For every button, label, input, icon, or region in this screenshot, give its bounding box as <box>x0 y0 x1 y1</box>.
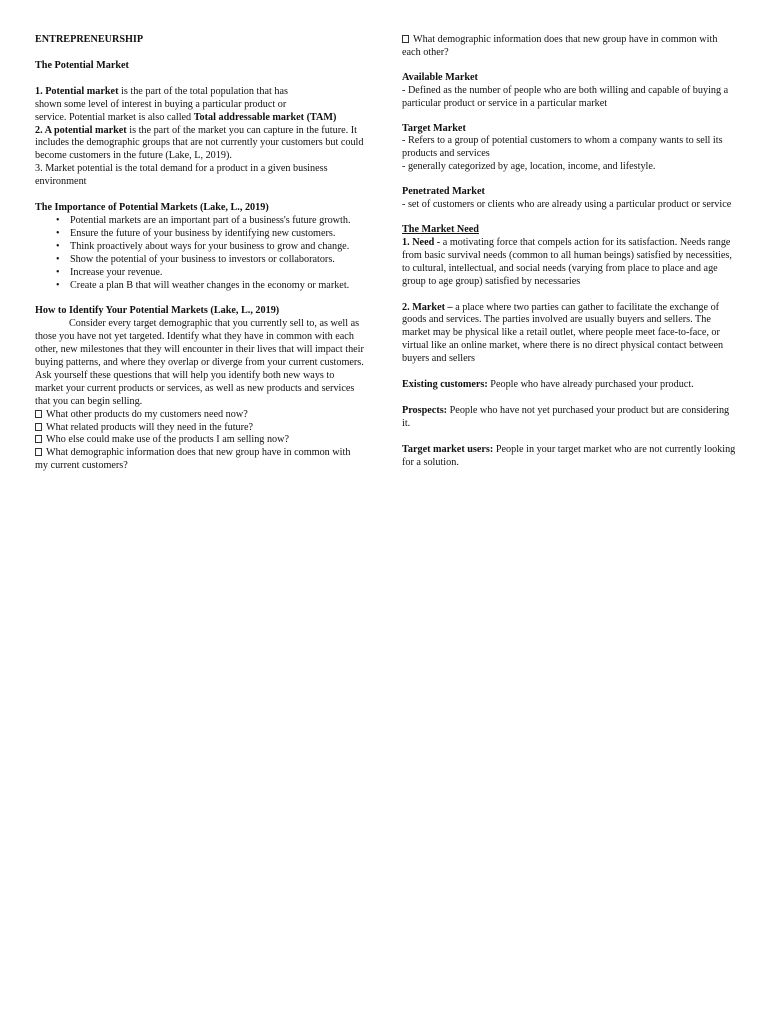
question-item: What demographic information does that new group have in common with each other? <box>402 34 718 58</box>
list-item: • Create a plan B that will weather changes in the economy or market. <box>70 280 365 293</box>
market-label: 2. Market – <box>402 301 453 313</box>
need-definition <box>402 237 738 289</box>
pm2-label: 2. A potential market <box>35 124 127 136</box>
penetrated-market-heading: Penetrated Market <box>402 186 485 198</box>
right-column <box>402 34 738 470</box>
market-definition <box>402 302 738 367</box>
penetrated-market-text: - set of customers or clients who are already using a particular product or service <box>402 199 732 211</box>
list-item: • Potential markets are an important part of a business's future growth. <box>70 215 365 228</box>
market-need-heading: The Market Need <box>402 223 479 235</box>
importance-list <box>35 215 365 292</box>
checkbox-icon <box>35 448 42 456</box>
pm1-text-a: is the part of the total population that has <box>118 85 288 97</box>
available-market-heading: Available Market <box>402 71 478 83</box>
checkbox-icon <box>35 410 42 418</box>
pm1-text-c: service. Potential market is also called <box>35 111 194 123</box>
list-item: • Increase your revenue. <box>70 267 365 280</box>
question-item: What related products will they need in the future? <box>35 422 365 435</box>
identify-paragraph: Consider every target demographic that you currently sell to, as well as those you have not yet targeted. Identify what they have in common with each other, new milestones that they will encounter in their lives that will impact their buying patterns, and where they overlap or diverge from your current customers. <box>35 318 364 369</box>
target-market-heading: Target Market <box>402 122 466 134</box>
existing-customers <box>402 379 738 392</box>
prospects-text: People who have not yet purchased your product but are considering it. <box>402 404 730 429</box>
ask-paragraph: Ask yourself these questions that will help you identify both new ways to market your current products or services, as well as new products and services that you can begin selling. <box>35 369 355 407</box>
potential-market-definition-1 <box>35 86 365 125</box>
document-title: ENTREPRENEURSHIP <box>35 34 144 45</box>
pm1-text-b: shown some level of interest in buying a particular product or <box>35 98 287 110</box>
potential-market-definition-2 <box>35 125 365 164</box>
market-text: a place where two parties can gather to facilitate the exchange of goods and services. The parties involved are usually buyers and sellers. The market may be physical like a retail outlet, where people meet face-to-face, or virtual like an online market, where there is no direct physical contact between buyers and sellers <box>402 301 724 365</box>
target-market-text-1: - Refers to a group of potential customers to whom a company wants to sell its products and services <box>402 135 723 160</box>
importance-heading: The Importance of Potential Markets (Lake, L., 2019) <box>35 202 269 214</box>
checkbox-icon <box>402 35 409 43</box>
tmu-text: People in your target market who are not currently looking for a solution. <box>402 443 736 468</box>
checkbox-icon <box>35 435 42 443</box>
question-item: What demographic information does that new group have in common with my current customers? <box>35 447 351 472</box>
need-label: 1. Need - <box>402 236 441 248</box>
pm2-text: is the part of the market you can capture in the future. It includes the demographic groups that are not currently your customers but could become customers in the future (Lake, L, 2019). <box>35 124 364 162</box>
pm1-label: 1. Potential market <box>35 85 119 97</box>
prospects <box>402 405 738 431</box>
tam-term: Total addressable market (TAM) <box>193 111 337 123</box>
need-text: a motivating force that compels action for its satisfaction. Needs range from basic survival needs (common to all human beings) satisfied by necessities, to cultural, intellectual, and social needs (varying from place to place and age group to age group) satisfied by necessaries <box>402 236 732 287</box>
question-item: What other products do my customers need now? <box>35 409 365 422</box>
left-column <box>35 34 365 473</box>
prospects-label: Prospects: <box>402 404 448 416</box>
list-item: • Think proactively about ways for your business to grow and change. <box>70 241 365 254</box>
tmu-label: Target market users: <box>402 443 494 455</box>
list-item: • Ensure the future of your business by identifying new customers. <box>70 228 365 241</box>
potential-market-heading: The Potential Market <box>35 59 129 71</box>
target-market-text-2: - generally categorized by age, location, income, and lifestyle. <box>402 161 656 173</box>
potential-market-definition-3: 3. Market potential is the total demand for a product in a given business environment <box>35 163 328 188</box>
identify-heading: How to Identify Your Potential Markets (Lake, L., 2019) <box>35 305 280 317</box>
question-item: Who else could make use of the products I am selling now? <box>35 434 365 447</box>
checkbox-icon <box>35 423 42 431</box>
existing-label: Existing customers: <box>402 379 488 391</box>
existing-text: People who have already purchased your product. <box>487 379 694 391</box>
available-market-text: - Defined as the number of people who are both willing and capable of buying a particular product or service in a particular market <box>402 84 729 109</box>
target-market-users <box>402 444 738 470</box>
list-item: • Show the potential of your business to investors or collaborators. <box>70 254 365 267</box>
